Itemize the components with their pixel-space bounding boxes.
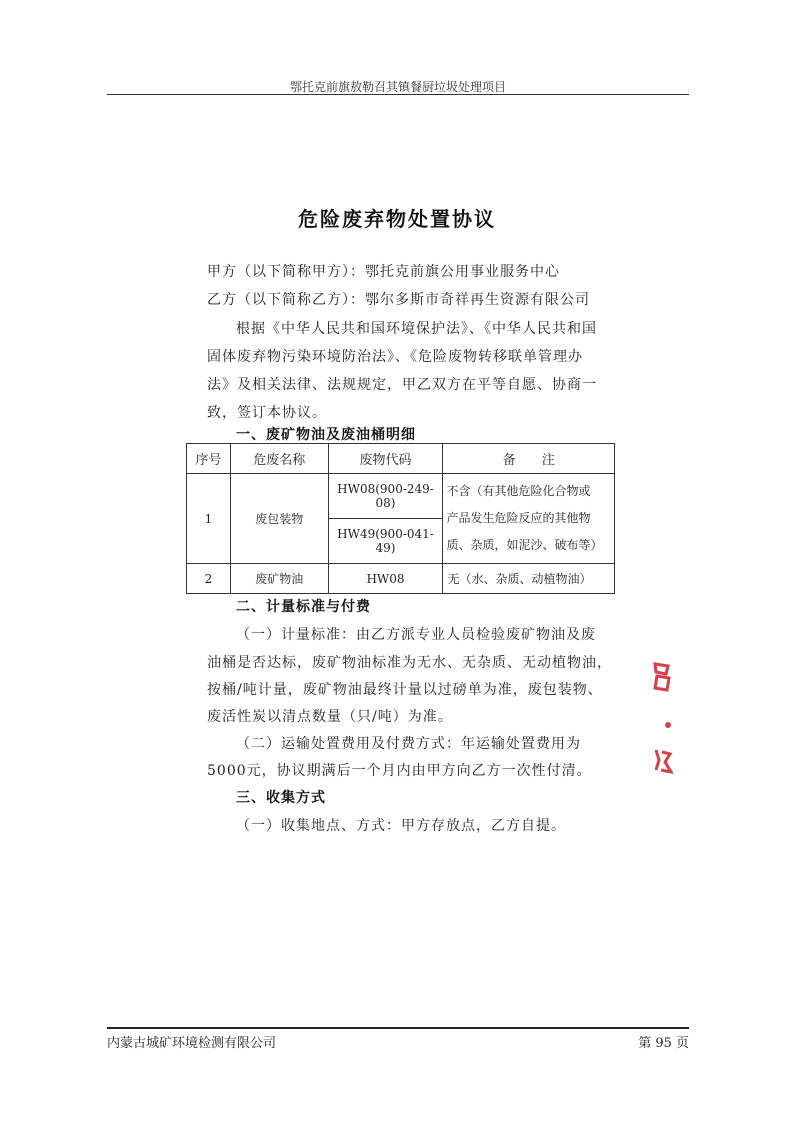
row1-note (443, 474, 615, 564)
seal-mark-3 (653, 748, 673, 774)
section-2-p1-line-3: 按桶/吨计量，废矿物油最终计量以过磅单为准，废包装物、 (207, 682, 603, 698)
waste-table (186, 443, 615, 594)
section-2-p2-line-1: （二）运输处置费用及付费方式：年运输处置费用为 (236, 736, 581, 752)
row1-code-a: HW08(900-249-08) (328, 474, 443, 519)
row1-name: 废包装物 (230, 474, 328, 564)
intro-line-1: 根据《中华人民共和国环境保护法》、《中华人民共和国 (236, 321, 597, 337)
row1-note-line-3: 质、杂质，如泥沙、破布等） (446, 538, 603, 552)
section-2-p1-line-2: 油桶是否达标，废矿物油标准为无水、无杂质、无动植物油， (207, 655, 612, 671)
footer-company: 内蒙古城矿环境检测有限公司 (107, 1036, 277, 1051)
section-1-title: 一、废矿物油及废油桶明细 (236, 427, 416, 443)
row2-note: 无（水、杂质、动植物油） (443, 564, 615, 594)
seal-mark-1 (652, 662, 672, 692)
row2-name: 废矿物油 (230, 564, 328, 594)
header-no: 序号 (187, 444, 231, 474)
page-header: 鄂托克前旗敖勒召其镇餐厨垃圾处理项目 (289, 80, 506, 94)
header-divider (107, 94, 689, 95)
page-number: 第 95 页 (638, 1036, 689, 1051)
section-2-p2-line-2: 5000元，协议期满后一个月内由甲方向乙方一次性付清。 (207, 763, 592, 779)
intro-line-4: 致，签订本协议。 (207, 405, 327, 421)
party-a: 甲方（以下简称甲方）：鄂托克前旗公用事业服务中心 (207, 264, 560, 280)
row1-note-line-1: 不含（有其他危险化合物或 (446, 484, 591, 498)
seal-mark-2 (664, 714, 672, 722)
intro-line-3: 法》及相关法律、法规规定，甲乙双方在平等自愿、协商一 (207, 377, 597, 393)
section-2-title: 二、计量标准与付费 (236, 599, 371, 615)
section-2-p1-line-1: （一）计量标准：由乙方派专业人员检验废矿物油及废 (236, 627, 596, 643)
section-3-title: 三、收集方式 (236, 790, 326, 806)
section-2-p1-line-4: 废活性炭以清点数量（只/吨）为准。 (207, 709, 453, 725)
party-b: 乙方（以下简称乙方）：鄂尔多斯市奇祥再生资源有限公司 (207, 292, 590, 308)
row1-no: 1 (187, 474, 231, 564)
section-3-p1: （一）收集地点、方式：甲方存放点，乙方自提。 (236, 818, 566, 834)
header-name: 危废名称 (230, 444, 328, 474)
footer-divider (107, 1027, 689, 1029)
row2-no: 2 (187, 564, 231, 594)
row1-code-b: HW49(900-041-49) (328, 519, 443, 564)
header-note: 备 注 (443, 444, 615, 474)
header-code: 废物代码 (328, 444, 443, 474)
table-row (187, 474, 615, 519)
table-header-row (187, 444, 615, 474)
table-row (187, 564, 615, 594)
row1-note-line-2: 产品发生危险反应的其他物 (446, 511, 591, 525)
document-title: 危险废弃物处置协议 (298, 207, 496, 231)
intro-line-2: 固体废弃物污染环境防治法》、《危险废物转移联单管理办 (207, 349, 583, 365)
row2-code: HW08 (328, 564, 443, 594)
